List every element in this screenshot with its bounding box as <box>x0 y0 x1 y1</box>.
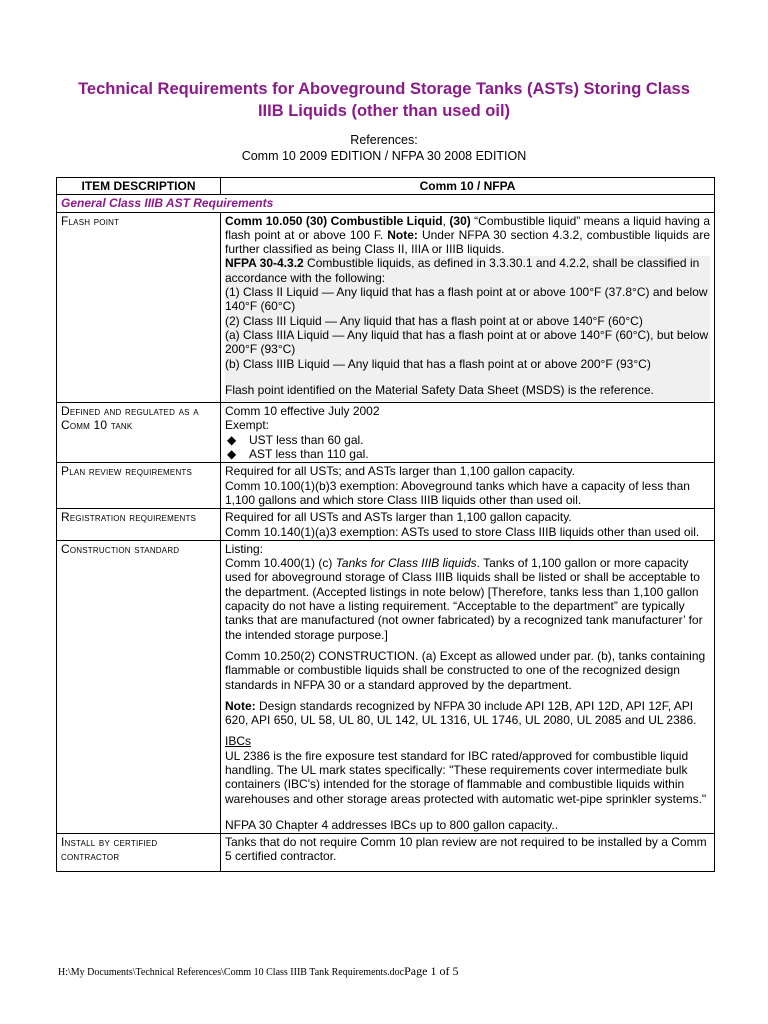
bullet-ust-text: UST less than 60 gal. <box>249 432 364 447</box>
bullet-ast <box>225 447 710 461</box>
content-flash-point <box>221 212 715 403</box>
class-iiib: (b) Class IIIB Liquid — Any liquid that has a flash point at or above 200°F (93°C) <box>225 356 651 371</box>
registration-line-1: Required for all USTs and ASTs larger than 1,100 gallon capacity. <box>225 510 572 525</box>
comm-sep: , <box>442 213 450 228</box>
nfpa-text: Combustible liquids, as defined in 3.3.30.1 and 4.2.2, shall be classified in accordance with the following: <box>225 256 700 285</box>
nfpa-ref: NFPA 30-4.3.2 <box>225 256 304 271</box>
references-text: Comm 10 2009 EDITION / NFPA 30 2008 EDITION <box>241 149 527 163</box>
listing-text: . Tanks of 1,100 gallon or more capacity used for aboveground storage of Class IIIB liquids shall be listed or shall be acceptable to the department. (Accepted listings in note below) [Therefore, tanks less than 1,100 gallon capacity do not have a listing requirement. “Acceptable to the department” are typically tanks that are manufactured (not owner fabricated) by a recognized tank manufacturer’ for the intended storage purpose.] <box>225 556 703 642</box>
comm-ref-num: (30) <box>449 213 471 228</box>
plan-line-1: Required for all USTs; and ASTs larger than 1,100 gallon capacity. <box>225 464 575 479</box>
item-construction: Construction standard <box>57 540 221 833</box>
plan-line-2: Comm 10.100(1)(b)3 exemption: Aboveground tanks which have a capacity of less than 1,100 gallons and which store Class IIIB liquids other than used oil. <box>225 478 690 507</box>
table-row <box>57 463 715 509</box>
item-defined: Defined and regulated as a Comm 10 tank <box>57 403 221 463</box>
table-row <box>57 403 715 463</box>
design-note-text: Design standards recognized by NFPA 30 include API 12B, API 12D, API 12F, API 620, API 650, UL 58, UL 80, UL 142, UL 1316, UL 1746, UL 2080, UL 2085 and UL 2386. <box>225 698 697 728</box>
content-construction <box>221 540 715 833</box>
table-row <box>57 212 715 403</box>
item-registration: Registration requirements <box>57 509 221 541</box>
comm-ref: Comm 10.050 (30) Combustible Liquid <box>225 213 443 228</box>
ibc-text: UL 2386 is the fire exposure test standard for IBC rated/approved for combustible liquid handling. The UL mark states specifically: "These requirements cover intermediate bulk containers (IBC's) intended for the storage of flammable and combustible liquids within warehouses and other storage areas protected with automatic wet-pipe sprinkler systems." <box>225 748 707 806</box>
references-label: References: <box>350 133 418 147</box>
table-row <box>57 834 715 872</box>
listing-label: Listing: <box>225 541 264 556</box>
nfpa-ibc: NFPA 30 Chapter 4 addresses IBCs up to 800 gallon capacity.. <box>225 817 559 832</box>
footer-page: Page 1 of 5 <box>404 964 459 978</box>
content-install: Tanks that do not require Comm 10 plan review are not required to be installed by a Comm 5 certified contractor. <box>221 834 715 872</box>
effective-date: Comm 10 effective July 2002 <box>225 404 380 419</box>
column-header-comm: Comm 10 / NFPA <box>221 178 715 195</box>
diamond-bullet-icon: ◆ <box>227 432 237 447</box>
content-defined <box>221 403 715 463</box>
section-row <box>57 195 715 212</box>
design-note <box>225 699 710 728</box>
content-registration <box>221 509 715 541</box>
exempt-label: Exempt: <box>225 418 270 433</box>
section-label: General Class IIIB AST Requirements <box>57 195 715 212</box>
listing-paragraph <box>225 556 710 642</box>
references-block <box>40 132 728 164</box>
title-line-2: IIIB Liquids (other than used oil) <box>257 102 511 120</box>
table-header-row <box>57 178 715 195</box>
design-note-label: Note: <box>225 698 256 713</box>
ibc-heading: IBCs <box>225 734 252 749</box>
table-row <box>57 509 715 541</box>
diamond-bullet-icon: ◆ <box>227 447 237 462</box>
bullet-ust <box>225 433 710 447</box>
msds-note: Flash point identified on the Material Safety Data Sheet (MSDS) is the reference. <box>225 382 654 397</box>
item-plan-review: Plan review requirements <box>57 463 221 509</box>
bullet-ast-text: AST less than 110 gal. <box>249 447 369 462</box>
nfpa-intro <box>225 256 710 285</box>
requirements-table <box>56 177 715 872</box>
listing-italic: Tanks for Class IIIB liquids <box>335 556 477 571</box>
document-title <box>40 78 728 122</box>
class-ii: (1) Class II Liquid — Any liquid that has a flash point at or above 100°F (37.8°C) and below 140°F (60°C) <box>225 285 708 314</box>
registration-line-2: Comm 10.140(1)(a)3 exemption: ASTs used to store Class IIIB liquids other than used oil. <box>225 524 700 539</box>
column-header-item: ITEM DESCRIPTION <box>57 178 221 195</box>
title-line-1: Technical Requirements for Aboveground Storage Tanks (ASTs) Storing Class <box>78 80 690 98</box>
nfpa-block <box>225 256 710 401</box>
note-text: Under NFPA 30 section 4.3.2, combustible liquids are further classified as being Class II, IIIA or IIIB liquids. <box>225 227 711 257</box>
page-footer <box>58 964 458 979</box>
item-flash-point: Flash point <box>57 212 221 403</box>
item-install: Install by certified contractor <box>57 834 221 872</box>
class-iiia: (a) Class IIIA Liquid — Any liquid that has a flash point at or above 140°F (60°C), but below 200°F (93°C) <box>225 327 709 357</box>
footer-path: H:\My Documents\Technical References\Comm 10 Class IIIB Tank Requirements.doc <box>58 967 405 978</box>
construction-paragraph: Comm 10.250(2) CONSTRUCTION. (a) Except as allowed under par. (b), tanks containing flammable or combustible liquids shall be constructed to one of the recognized design standards in NFPA 30 or a standard approved by the department. <box>225 648 706 692</box>
comm-text: “Combustible liquid” means a liquid having a flash point at or above 100 F. <box>225 213 711 242</box>
note-label: Note: <box>387 227 418 242</box>
class-iii: (2) Class III Liquid — Any liquid that has a flash point at or above 140°F (60°C) <box>225 313 643 328</box>
content-plan-review <box>221 463 715 509</box>
comm-definition <box>225 214 710 257</box>
table-row <box>57 540 715 833</box>
listing-ref: Comm 10.400(1) (c) <box>225 556 336 571</box>
